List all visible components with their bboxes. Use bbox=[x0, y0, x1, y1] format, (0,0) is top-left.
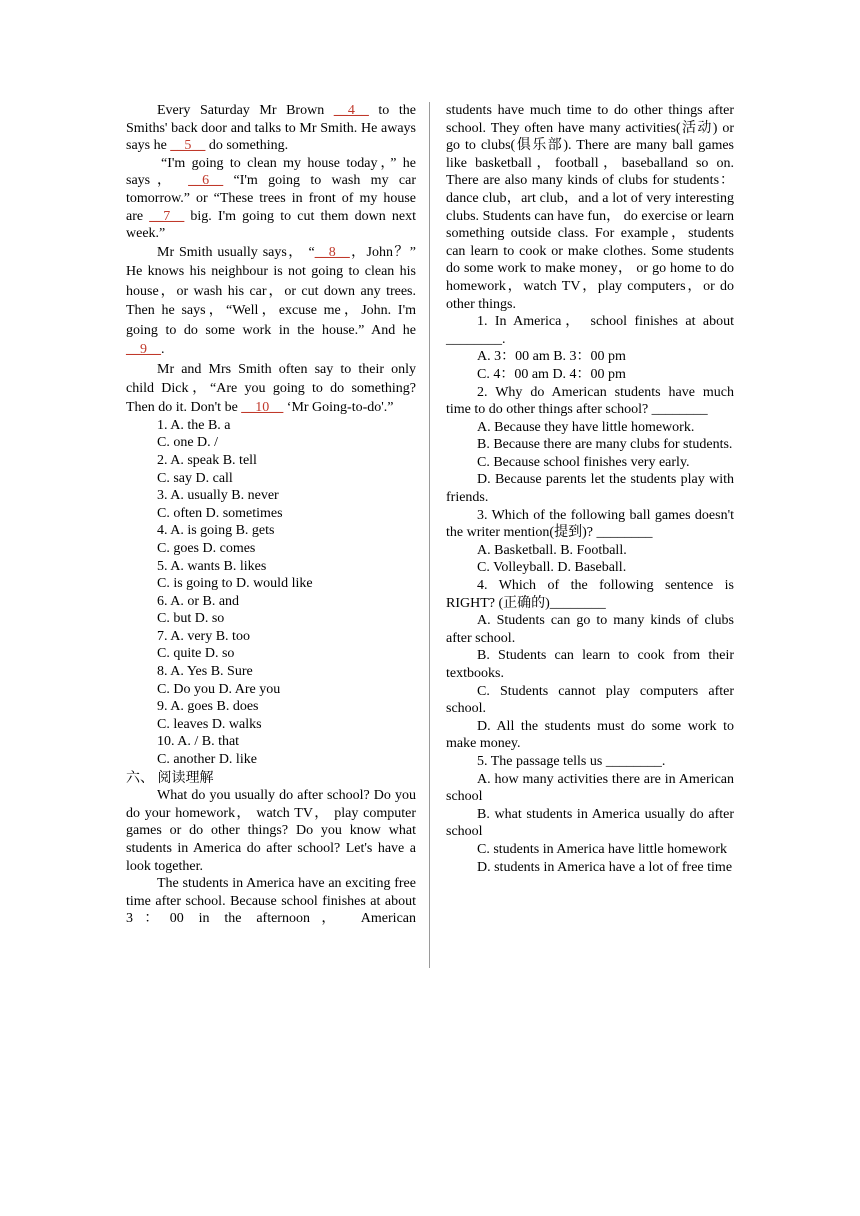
option-line: 10. A. / B. that bbox=[157, 734, 240, 750]
cloze-paragraph-2 bbox=[126, 155, 416, 243]
cloze-text: Mr Smith usually says， “ bbox=[157, 244, 315, 260]
cloze-text: Every Saturday Mr Brown bbox=[157, 103, 334, 118]
option-line: 7. A. very B. too bbox=[157, 628, 250, 644]
question-stem: 1. In America， school finishes at about ________. bbox=[446, 314, 734, 347]
option-line: 5. A. wants B. likes bbox=[157, 558, 267, 574]
option-line: C. say D. call bbox=[157, 470, 233, 486]
question-option: B. what students in America usually do after school bbox=[446, 806, 734, 840]
blank-5: __5__ bbox=[170, 138, 206, 154]
option-line: 4. A. is going B. gets bbox=[157, 523, 275, 539]
option-line: 1. A. the B. a bbox=[157, 417, 231, 433]
question bbox=[446, 313, 734, 383]
question-option: D. Because parents let the students play with friends. bbox=[446, 472, 734, 506]
questions bbox=[446, 313, 734, 876]
cloze-text: ，John？” He knows his neighbour is not going to clean his house，or wash his car，or cut down any trees. Then he says，“Well，excuse me，John. I'm going to do some work in the house.” And he bbox=[126, 244, 416, 338]
cloze-text: big. I'm going to cut them down next week.” bbox=[126, 208, 416, 242]
left-column bbox=[126, 102, 416, 928]
question-option: C. Volleyball. D. Baseball. bbox=[477, 560, 627, 576]
option-line: C. but D. so bbox=[157, 611, 225, 627]
cloze-text: ‘Mr Going-to-do'.” bbox=[283, 399, 394, 415]
option-line: C. often D. sometimes bbox=[157, 505, 283, 521]
option-line: 6. A. or B. and bbox=[157, 593, 240, 609]
question-option: D. students in America have a lot of free time bbox=[477, 859, 733, 875]
column-divider bbox=[429, 102, 430, 968]
question-option: D. All the students must do some work to make money. bbox=[446, 718, 734, 752]
question-option: C. 4：00 am D. 4：00 pm bbox=[477, 366, 626, 382]
option-line: 9. A. goes B. does bbox=[157, 699, 259, 715]
right-column bbox=[446, 102, 734, 876]
cloze-text: . bbox=[161, 342, 165, 358]
question-stem: 2. Why do American students have much time to do other things after school? ________ bbox=[446, 384, 734, 418]
question-option: C. Students cannot play computers after school. bbox=[446, 683, 734, 717]
option-line: C. another D. like bbox=[157, 752, 257, 768]
option-line: 3. A. usually B. never bbox=[157, 488, 279, 504]
question-option: B. Students can learn to cook from their textbooks. bbox=[446, 648, 734, 681]
question-option: A. 3：00 am B. 3：00 pm bbox=[477, 349, 626, 365]
option-line: C. Do you D. Are you bbox=[157, 681, 281, 697]
question-option: B. Because there are many clubs for students. bbox=[477, 437, 733, 453]
question-option: A. Because they have little homework. bbox=[477, 419, 695, 435]
reading-paragraph-2-continued: students have much time to do other things after school. They often have many activities(活动) or go to clubs(俱乐部). There are many ball games like basketball，football，baseballand so on. There are also many kinds of clubs for students：dance club，art club，and a lot of very interesting clubs. Students can have fun， do exercise or learn something outside class. For example，students can learn to cook or make clothes. Some students do some work to make money， or go home to do homework，watch TV，play computers，or do other things. bbox=[446, 103, 734, 312]
question bbox=[446, 577, 734, 753]
blank-7: __7__ bbox=[149, 208, 185, 224]
question-option: A. how many activities there are in American school bbox=[446, 771, 734, 805]
cloze-text: to the Smiths' back door and talks to Mr Smith. He aways says he bbox=[126, 103, 416, 154]
blank-10: __10__ bbox=[241, 399, 284, 415]
question-stem: 4. Which of the following sentence is RIGHT? (正确的)________ bbox=[446, 578, 734, 611]
reading-paragraph-1: What do you usually do after school? Do you do your homework， watch TV， play computer games or do other things? Do you know what students in America do after school? Let's have a look together. bbox=[126, 788, 416, 874]
section-heading: 六、 阅读理解 bbox=[126, 770, 214, 786]
option-line: C. is going to D. would like bbox=[157, 576, 313, 592]
blank-9: __9__ bbox=[126, 342, 161, 358]
question-option: A. Basketball. B. Football. bbox=[477, 542, 627, 558]
reading-paragraph-2: The students in America have an exciting free time after school. Because school finishes at about 3：00 in the afternoon， American bbox=[126, 876, 416, 927]
blank-6: __6__ bbox=[188, 173, 224, 189]
cloze-options bbox=[126, 417, 416, 769]
option-line: C. one D. / bbox=[157, 435, 219, 451]
question-stem: 5. The passage tells us ________. bbox=[477, 753, 666, 769]
option-line: C. leaves D. walks bbox=[157, 716, 262, 732]
question-option: C. Because school finishes very early. bbox=[477, 454, 690, 470]
option-line: C. goes D. comes bbox=[157, 540, 256, 556]
question bbox=[446, 507, 734, 577]
question-option: A. Students can go to many kinds of clubs after school. bbox=[446, 613, 734, 646]
cloze-text: “I'm going to clean my house today，” he says， bbox=[126, 155, 416, 189]
question-stem: 3. Which of the following ball games doesn't the writer mention(提到)? ________ bbox=[446, 507, 734, 541]
option-line: 2. A. speak B. tell bbox=[157, 452, 257, 468]
option-line: 8. A. Yes B. Sure bbox=[157, 664, 253, 680]
question bbox=[446, 753, 734, 876]
blank-4: __4__ bbox=[333, 103, 369, 118]
cloze-text: “I'm going to wash my car tomorrow.” or “These trees in front of my house are bbox=[126, 173, 416, 224]
cloze-text: do something. bbox=[205, 138, 289, 154]
question-option: C. students in America have little homework bbox=[477, 841, 728, 857]
blank-8: __8__ bbox=[314, 244, 350, 260]
question bbox=[446, 384, 734, 507]
cloze-paragraph-1 bbox=[126, 102, 416, 155]
cloze-paragraph-4 bbox=[126, 360, 416, 417]
cloze-paragraph-3 bbox=[126, 243, 416, 360]
option-line: C. quite D. so bbox=[157, 646, 235, 662]
cloze-text: Mr and Mrs Smith often say to their only child Dick，“Are you going to do something? Then do it. Don't be bbox=[126, 361, 416, 415]
